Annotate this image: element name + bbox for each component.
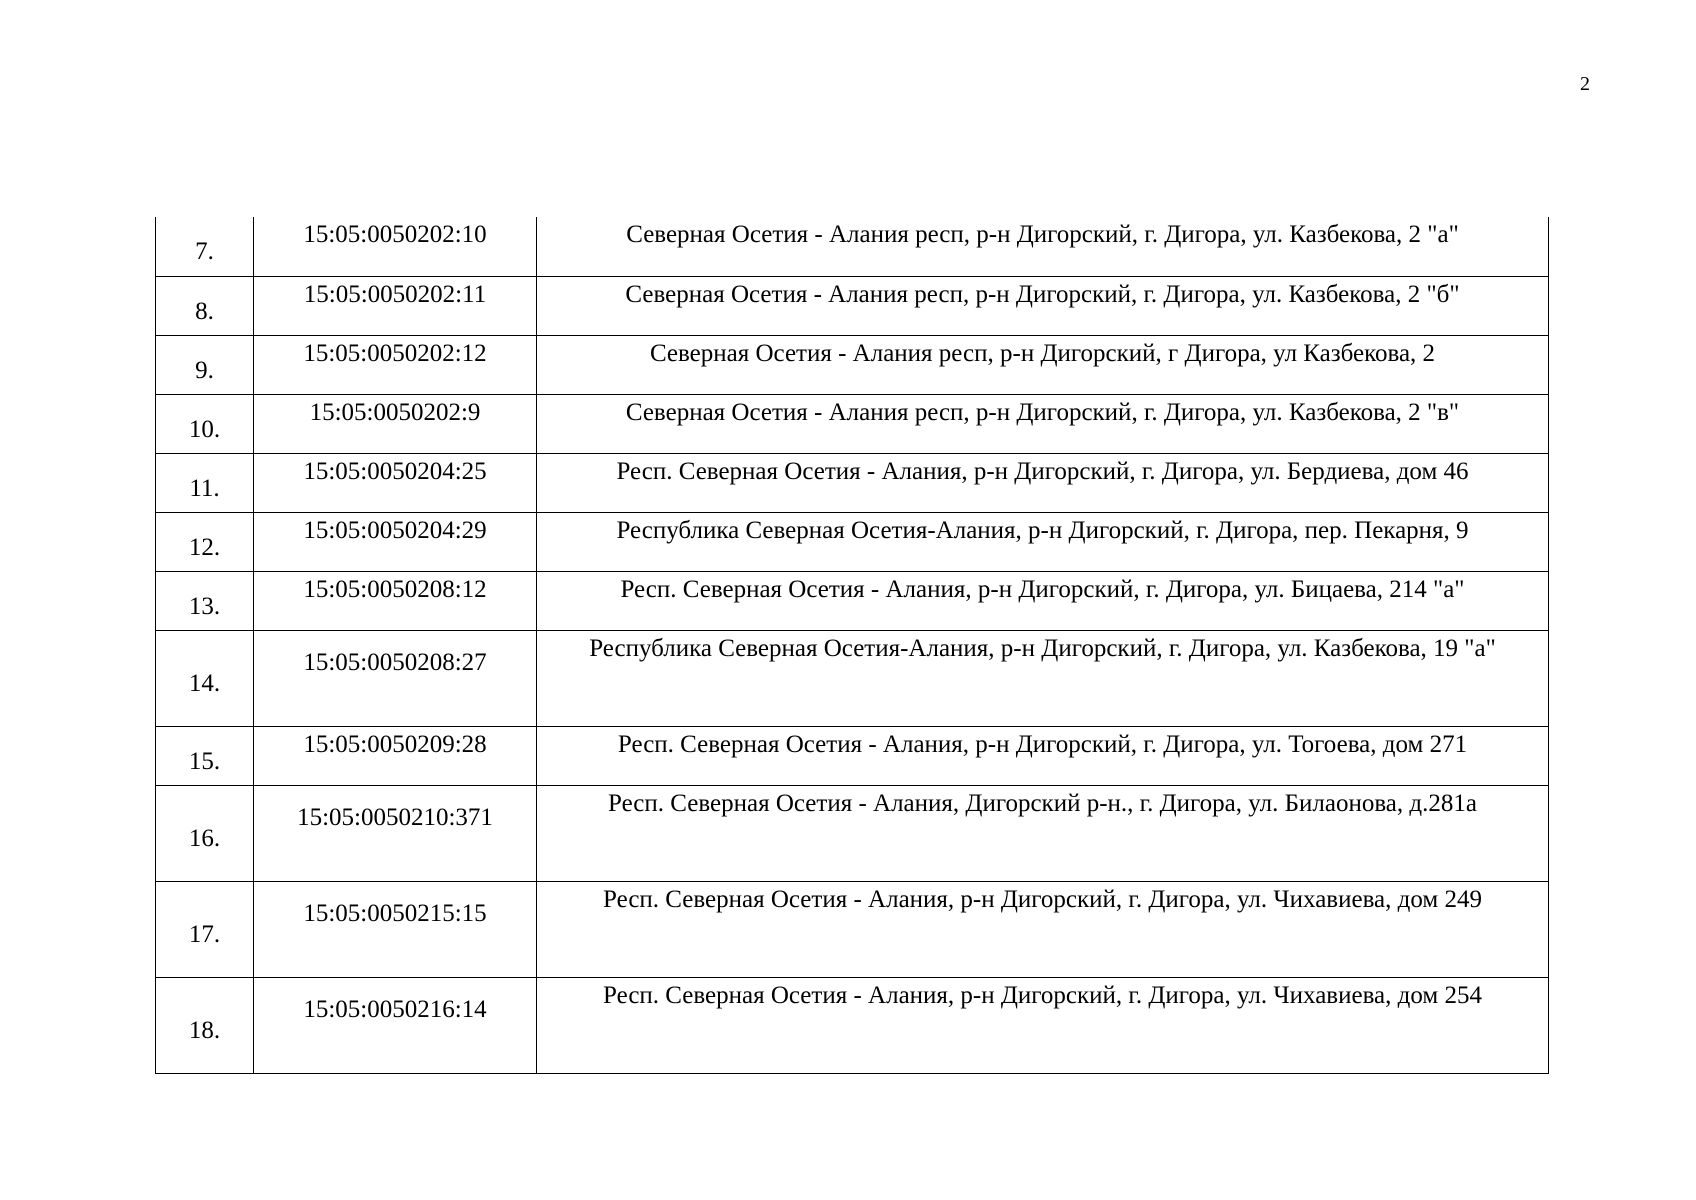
table-row xyxy=(156,276,1549,335)
table-row xyxy=(156,394,1549,453)
table-row xyxy=(156,571,1549,630)
row-number: 14. xyxy=(156,630,254,726)
address: Респ. Северная Осетия - Алания, р-н Дигорский, г. Дигора, ул. Бердиева, дом 46 xyxy=(537,453,1549,512)
cadastral-number: 15:05:0050204:29 xyxy=(254,512,537,571)
table-row xyxy=(156,512,1549,571)
cadastral-number: 15:05:0050204:25 xyxy=(254,453,537,512)
cadastral-number: 15:05:0050202:10 xyxy=(254,217,537,276)
table-row xyxy=(156,785,1549,881)
address: Респ. Северная Осетия - Алания, р-н Дигорский, г. Дигора, ул. Чихавиева, дом 249 xyxy=(537,881,1549,977)
cadastral-number: 15:05:0050215:15 xyxy=(254,881,537,977)
row-number: 13. xyxy=(156,571,254,630)
table-row xyxy=(156,630,1549,726)
row-number: 17. xyxy=(156,881,254,977)
address: Северная Осетия - Алания респ, р-н Дигорский, г. Дигора, ул. Казбекова, 2 "а" xyxy=(537,217,1549,276)
address: Респ. Северная Осетия - Алания, Дигорский р-н., г. Дигора, ул. Билаонова, д.281а xyxy=(537,785,1549,881)
cadastral-number: 15:05:0050208:12 xyxy=(254,571,537,630)
table-row xyxy=(156,977,1549,1073)
page-number: 2 xyxy=(1580,73,1590,95)
address: Респ. Северная Осетия - Алания, р-н Дигорский, г. Дигора, ул. Чихавиева, дом 254 xyxy=(537,977,1549,1073)
row-number: 12. xyxy=(156,512,254,571)
cadastral-number: 15:05:0050202:11 xyxy=(254,276,537,335)
row-number: 7. xyxy=(156,217,254,276)
row-number: 11. xyxy=(156,453,254,512)
address: Северная Осетия - Алания респ, р-н Дигорский, г. Дигора, ул. Казбекова, 2 "в" xyxy=(537,394,1549,453)
address: Северная Осетия - Алания респ, р-н Дигорский, г Дигора, ул Казбекова, 2 xyxy=(537,335,1549,394)
row-number: 16. xyxy=(156,785,254,881)
table-row xyxy=(156,881,1549,977)
table-row xyxy=(156,335,1549,394)
cadastral-number: 15:05:0050202:9 xyxy=(254,394,537,453)
address: Респ. Северная Осетия - Алания, р-н Дигорский, г. Дигора, ул. Тогоева, дом 271 xyxy=(537,726,1549,785)
cadastral-number: 15:05:0050202:12 xyxy=(254,335,537,394)
cadastral-number: 15:05:0050209:28 xyxy=(254,726,537,785)
cadastral-number: 15:05:0050208:27 xyxy=(254,630,537,726)
address: Республика Северная Осетия-Алания, р-н Дигорский, г. Дигора, ул. Казбекова, 19 "а" xyxy=(537,630,1549,726)
table-row xyxy=(156,453,1549,512)
row-number: 15. xyxy=(156,726,254,785)
cadastral-number: 15:05:0050216:14 xyxy=(254,977,537,1073)
row-number: 8. xyxy=(156,276,254,335)
address: Республика Северная Осетия-Алания, р-н Дигорский, г. Дигора, пер. Пекарня, 9 xyxy=(537,512,1549,571)
table-row xyxy=(156,726,1549,785)
address: Северная Осетия - Алания респ, р-н Дигорский, г. Дигора, ул. Казбекова, 2 "б" xyxy=(537,276,1549,335)
table-row xyxy=(156,217,1549,276)
cadastral-number: 15:05:0050210:371 xyxy=(254,785,537,881)
row-number: 18. xyxy=(156,977,254,1073)
row-number: 9. xyxy=(156,335,254,394)
address: Респ. Северная Осетия - Алания, р-н Дигорский, г. Дигора, ул. Бицаева, 214 "а" xyxy=(537,571,1549,630)
parcel-table xyxy=(155,217,1549,1074)
row-number: 10. xyxy=(156,394,254,453)
